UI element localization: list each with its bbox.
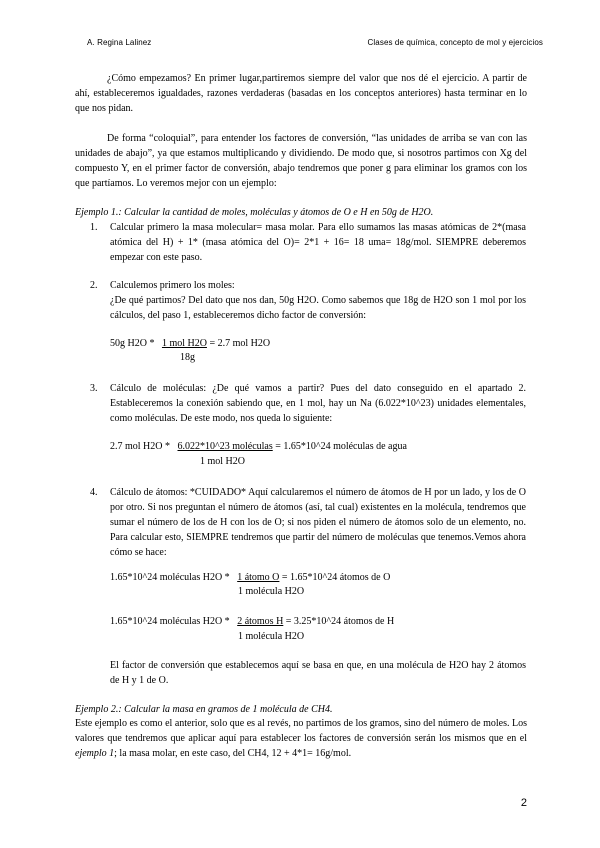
equation-start: 1.65*10^24 moléculas H2O *	[110, 572, 230, 583]
equation-numerator: 2 átomos H	[237, 616, 284, 627]
example-1-title: Ejemplo 1.: Calcular la cantidad de moles, moléculas y átomos de O e H en 50g de H2O.	[75, 207, 434, 218]
example-2-title: Ejemplo 2.: Calcular la masa en gramos de 1 molécula de CH4.	[75, 704, 333, 715]
step-4-equation-hydrogen	[110, 614, 394, 629]
step-2-equation	[110, 336, 270, 351]
intro-paragraph-1: ¿Cómo empezamos? En primer lugar,partiremos siempre del valor que nos dé el ejercicio. A partir de ahí, estableceremos igualdades, razones verdaderas (basadas en los conceptos anteriores) hasta terminar en lo que nos pidan.	[75, 73, 527, 114]
step-4-denominator-hydrogen: 1 molécula H2O	[238, 631, 305, 642]
example-2-reference: ejemplo 1	[75, 748, 115, 759]
step-2-text: ¿De qué partimos? Del dato que nos dan, 50g H2O. Como sabemos que 18g de H2O son 1 mol por los cálculos, del paso 1, estableceremos dicho factor de conversión:	[110, 295, 526, 321]
step-4-conclusion: El factor de conversión que establecemos aquí se basa en que, en una molécula de H2O hay 2 átomos de H y 1 de O.	[110, 660, 526, 686]
equation-numerator: 1 átomo O	[237, 572, 280, 583]
equation-result: = 1.65*10^24 átomos de O	[279, 572, 391, 583]
equation-start: 2.7 mol H2O *	[110, 441, 170, 452]
page-number: 2	[520, 797, 527, 809]
step-3-denominator: 1 mol H2O	[200, 456, 245, 467]
step-4-denominator-oxygen: 1 molécula H2O	[238, 586, 305, 597]
equation-result: = 2.7 mol H2O	[206, 338, 271, 349]
equation-start: 50g H2O *	[110, 338, 155, 349]
equation-numerator: 6.022*10^23 moléculas	[177, 441, 273, 452]
intro-paragraph-2: De forma “coloquial”, para entender los factores de conversión, “las unidades de arriba se van con las unidades de abajo”, ya que estamos multiplicando y dividiendo. De modo que, si nosotros partimos con Xg del compuesto Y, en el primer factor de conversión, abajo tendremos que poner g para eliminar los gramos con los que partíamos. Lo veremos mejor con un ejemplo:	[75, 133, 527, 189]
header-author: A. Regina Lalinez	[87, 38, 152, 47]
step-4-text: Cálculo de átomos: *CUIDADO* Aquí calcularemos el número de átomos de H por un lado, y los de O por otro. Si nos preguntan el número de átomos (así, tal cual) existentes en la molécula, tendremos que sumar el número de los de H con los de O; si nos piden el número de átomos solo de un elemento, no. Para calcular esto, SIEMPRE tendremos que partir del número de moléculas que tenemos.Vemos ahora cómo se hace:	[110, 487, 526, 558]
example-2-text	[75, 716, 527, 761]
example-2-text-a: Este ejemplo es como el anterior, solo que es al revés, no partimos de los gramos, sino del número de moles. Los valores que tendremos que aplicar aquí para establecer los factores de conversión serán los mismos que en el	[75, 718, 527, 744]
step-3-equation	[110, 439, 407, 454]
step-1-text: Calcular primero la masa molecular= masa molar. Para ello sumamos las masas atómicas de 2*(masa atómica del H) + 1* (masa atómica del O)= 2*1 + 16= 18 uma= 18g/mol. SIEMPRE deberemos empezar con este paso.	[110, 222, 526, 263]
step-2-heading: Calculemos primero los moles:	[110, 280, 235, 291]
step-3-text: Cálculo de moléculas: ¿De qué vamos a partir? Pues del dato conseguido en el apartado 2. Estableceremos la conexión sabiendo que, en 1 mol, hay un Na (6.022*10^23) unidades elementales, como moléculas. De este modo, nos queda lo siguiente:	[110, 383, 526, 424]
equation-result: = 1.65*10^24 moléculas de agua	[272, 441, 407, 452]
step-4-number: 4.	[90, 487, 98, 498]
step-3-number: 3.	[90, 383, 98, 394]
example-2-text-b: ; la masa molar, en este caso, del CH4, 12 + 4*1= 16g/mol.	[114, 748, 352, 759]
step-1-number: 1.	[90, 222, 98, 233]
equation-numerator: 1 mol H2O	[161, 338, 207, 349]
step-4-equation-oxygen	[110, 570, 390, 585]
step-2-number: 2.	[90, 280, 98, 291]
header-title: Clases de química, concepto de mol y ejercicios	[367, 38, 543, 47]
equation-start: 1.65*10^24 moléculas H2O *	[110, 616, 230, 627]
step-2-denominator: 18g	[180, 352, 195, 363]
equation-result: = 3.25*10^24 átomos de H	[283, 616, 395, 627]
